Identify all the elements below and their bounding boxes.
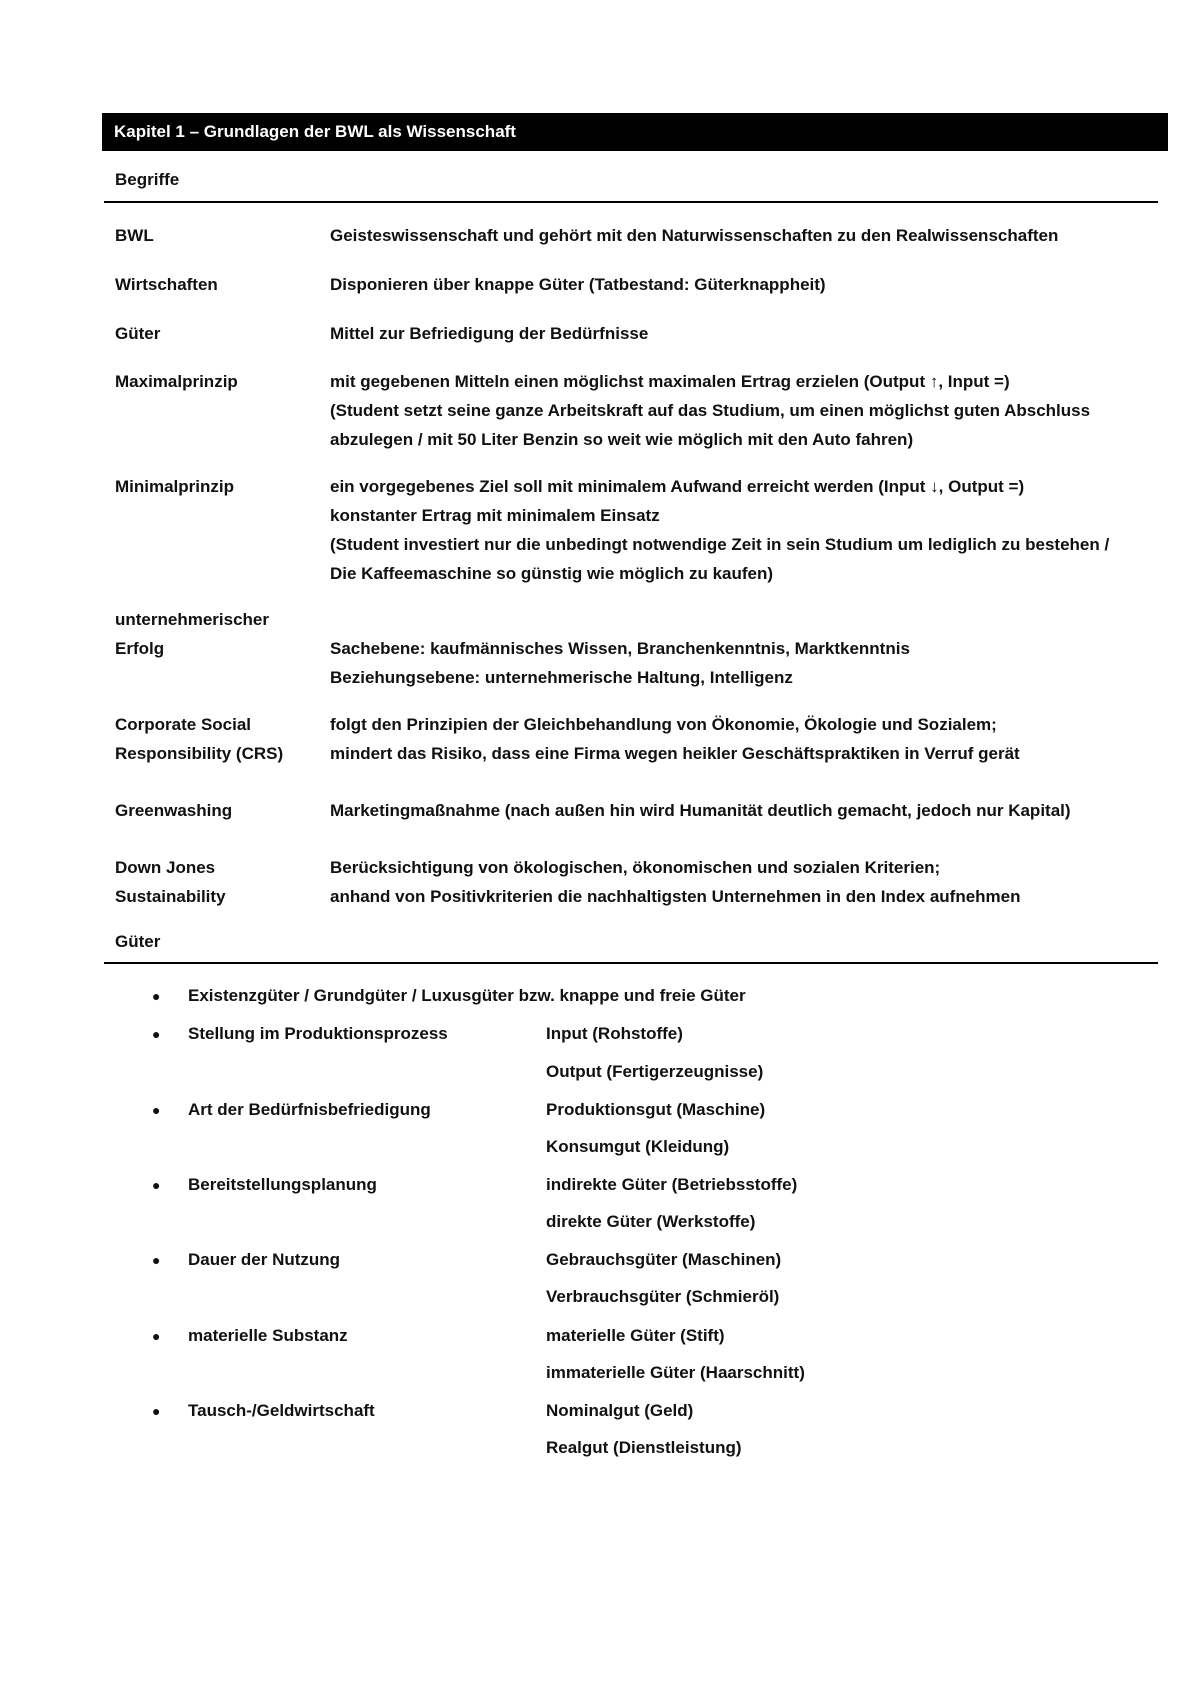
gueter-category-value: Output (Fertigerzeugnisse) <box>546 1062 764 1081</box>
definition-wirtschaften: Disponieren über knappe Güter (Tatbestand: Güterknappheit) <box>330 275 826 294</box>
gueter-category-label: Bereitstellungsplanung <box>188 1175 377 1194</box>
gueter-category-value: immaterielle Güter (Haarschnitt) <box>546 1363 805 1382</box>
definition-gueter: Mittel zur Befriedigung der Bedürfnisse <box>330 324 649 343</box>
definition-maximalprinzip: mit gegebenen Mitteln einen möglichst maximalen Ertrag erzielen (Output ↑, Input =) (Student setzt seine ganze Arbeitskraft auf das Studium, um einen möglichst guten Abschluss abzulegen / mit 50 Liter Benzin so weit wie möglich mit den Auto fahren) <box>330 372 1091 449</box>
gueter-category-label: materielle Substanz <box>188 1326 348 1345</box>
term-down-jones-sustainability: Down Jones Sustainability <box>115 858 226 906</box>
term-unternehmerischer-erfolg: unternehmerischer Erfolg <box>115 610 269 658</box>
gueter-intro: Existenzgüter / Grundgüter / Luxusgüter bzw. knappe und freie Güter <box>188 986 746 1005</box>
gueter-category-value: Gebrauchsgüter (Maschinen) <box>546 1250 782 1269</box>
definition-greenwashing: Marketingmaßnahme (nach außen hin wird Humanität deutlich gemacht, jedoch nur Kapital) <box>330 801 1071 820</box>
bullet-icon: ● <box>152 1177 161 1193</box>
gueter-category-value: Input (Rohstoffe) <box>546 1024 683 1043</box>
section-divider <box>104 962 1158 964</box>
gueter-category-value: Realgut (Dienstleistung) <box>546 1438 742 1457</box>
term-bwl: BWL <box>115 226 154 245</box>
definition-corporate-social-responsibility: folgt den Prinzipien der Gleichbehandlung von Ökonomie, Ökologie und Sozialem; mindert das Risiko, dass eine Firma wegen heikler Geschäftspraktiken in Verruf gerät <box>330 715 1020 763</box>
term-wirtschaften: Wirtschaften <box>115 275 218 294</box>
bullet-icon: ● <box>152 988 161 1004</box>
gueter-category-value: materielle Güter (Stift) <box>546 1326 725 1345</box>
bullet-icon: ● <box>152 1026 161 1042</box>
chapter-title: Kapitel 1 – Grundlagen der BWL als Wissenschaft <box>102 113 1168 151</box>
gueter-category-value: Nominalgut (Geld) <box>546 1401 694 1420</box>
bullet-icon: ● <box>152 1252 161 1268</box>
section-heading-begriffe: Begriffe <box>115 170 180 189</box>
gueter-category-label: Tausch-/Geldwirtschaft <box>188 1401 375 1420</box>
term-greenwashing: Greenwashing <box>115 801 233 820</box>
section-divider <box>104 201 1158 203</box>
gueter-category-value: direkte Güter (Werkstoffe) <box>546 1212 756 1231</box>
section-heading-gueter: Güter <box>115 932 161 951</box>
bullet-icon: ● <box>152 1328 161 1344</box>
gueter-category-label: Stellung im Produktionsprozess <box>188 1024 448 1043</box>
definition-unternehmerischer-erfolg: Sachebene: kaufmännisches Wissen, Branchenkenntnis, Marktkenntnis Beziehungsebene: unternehmerische Haltung, Intelligenz <box>330 639 910 687</box>
bullet-icon: ● <box>152 1102 161 1118</box>
term-gueter: Güter <box>115 324 161 343</box>
definition-bwl: Geisteswissenschaft und gehört mit den Naturwissenschaften zu den Realwissenschaften <box>330 226 1059 245</box>
term-corporate-social-responsibility: Corporate Social Responsibility (CRS) <box>115 715 284 763</box>
definition-minimalprinzip: ein vorgegebenes Ziel soll mit minimalem Aufwand erreicht werden (Input ↓, Output =) konstanter Ertrag mit minimalem Einsatz (Student investiert nur die unbedingt notwendige Zeit in sein Studium um lediglich zu bestehen / Die Kaffeemaschine so günstig wie möglich zu kaufen) <box>330 477 1110 583</box>
bullet-icon: ● <box>152 1403 161 1419</box>
gueter-category-label: Dauer der Nutzung <box>188 1250 341 1269</box>
term-minimalprinzip: Minimalprinzip <box>115 477 234 496</box>
gueter-category-value: Produktionsgut (Maschine) <box>546 1100 766 1119</box>
term-maximalprinzip: Maximalprinzip <box>115 372 238 391</box>
definition-down-jones-sustainability: Berücksichtigung von ökologischen, ökonomischen und sozialen Kriterien; anhand von Positivkriterien die nachhaltigsten Unternehmen in den Index aufnehmen <box>330 858 1021 906</box>
gueter-category-value: Verbrauchsgüter (Schmieröl) <box>546 1287 780 1306</box>
gueter-category-label: Art der Bedürfnisbefriedigung <box>188 1100 431 1119</box>
gueter-category-value: indirekte Güter (Betriebsstoffe) <box>546 1175 798 1194</box>
gueter-category-value: Konsumgut (Kleidung) <box>546 1137 730 1156</box>
